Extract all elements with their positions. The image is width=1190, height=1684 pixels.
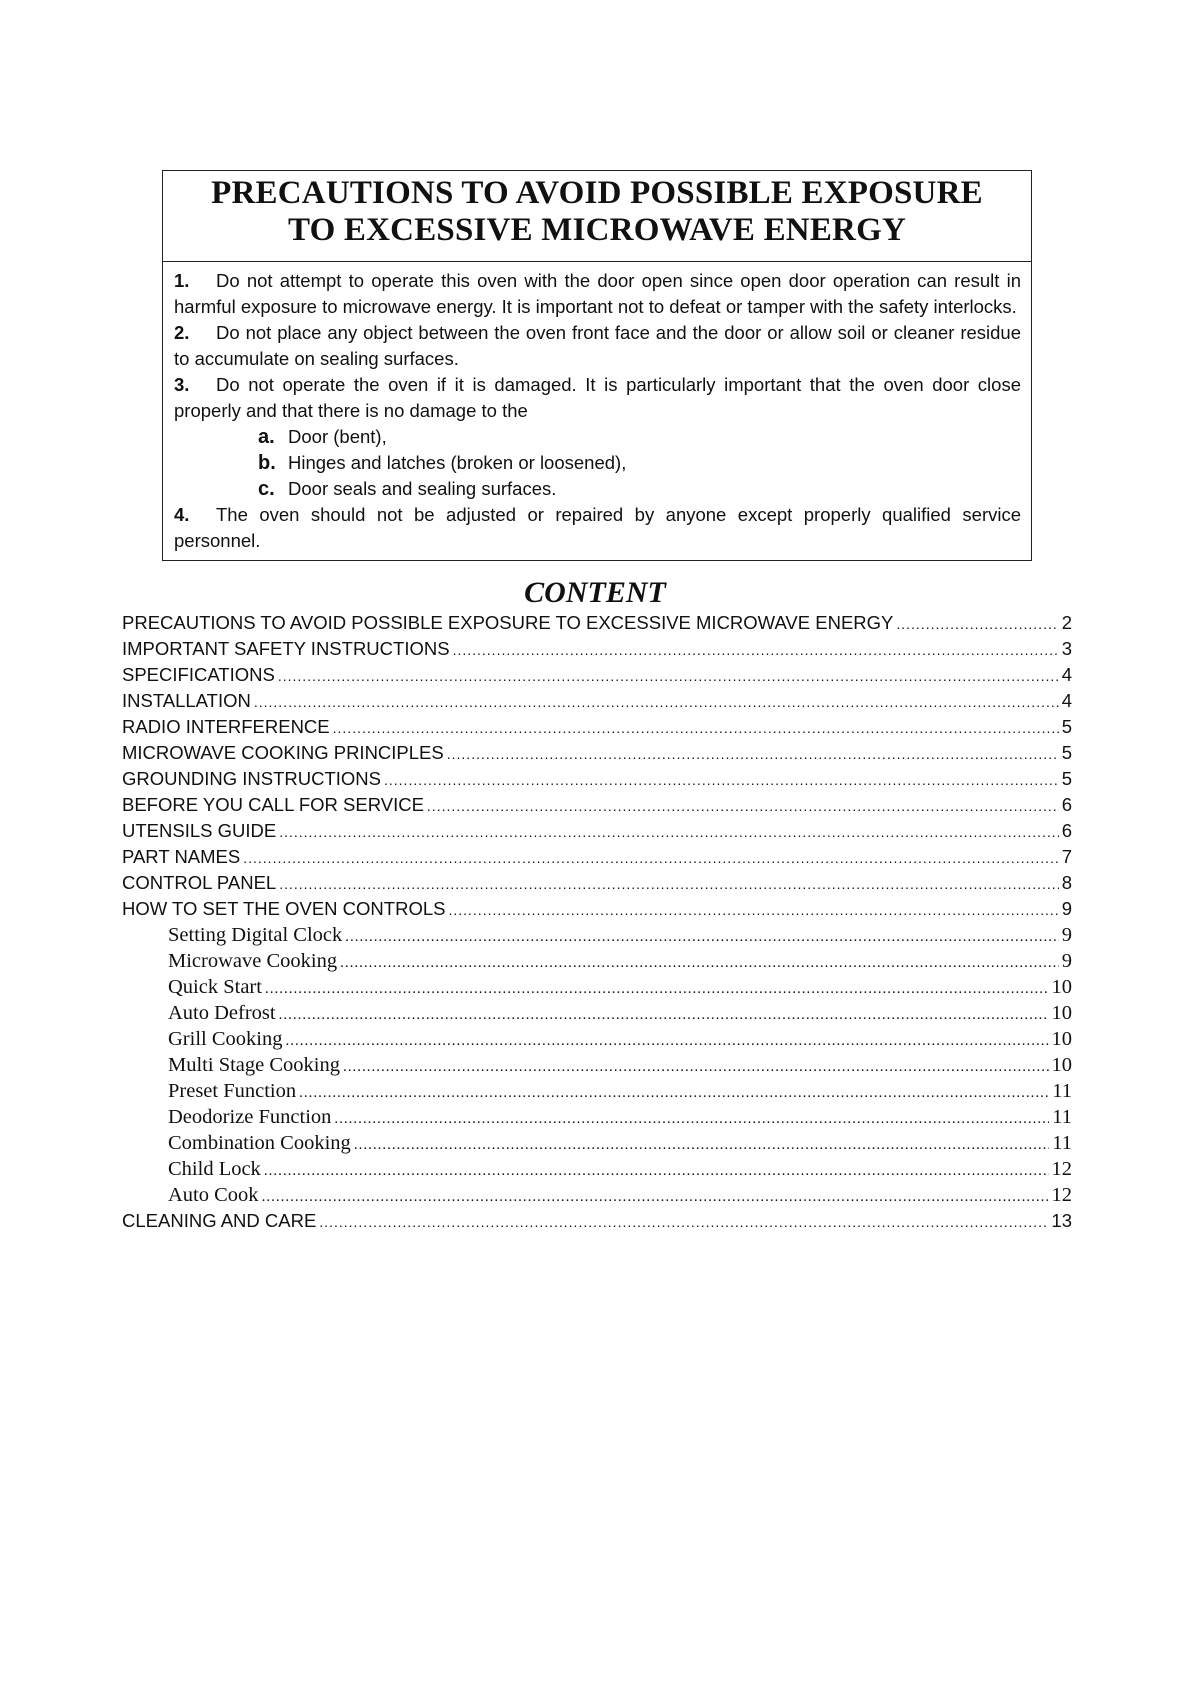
toc-entry[interactable] xyxy=(122,1210,1072,1236)
toc-dot-leader xyxy=(265,981,1049,998)
precaution-subitem-c xyxy=(258,476,1021,502)
toc-entry-page: 11 xyxy=(1052,1106,1072,1128)
toc-entry-label: Combination Cooking xyxy=(168,1132,351,1154)
toc-entry-page: 13 xyxy=(1051,1210,1072,1231)
toc-entry-page: 6 xyxy=(1061,820,1072,841)
toc-entry-label: HOW TO SET THE OVEN CONTROLS xyxy=(122,898,446,919)
precaution-item-1 xyxy=(174,268,1021,320)
toc-dot-leader xyxy=(333,720,1059,736)
precaution-text: The oven should not be adjusted or repaired by anyone except properly qualified service personnel. xyxy=(174,504,1021,551)
toc-entry-page: 3 xyxy=(1061,638,1072,659)
content-heading: CONTENT xyxy=(524,576,666,609)
toc-entry-page: 9 xyxy=(1061,924,1072,946)
precaution-number: 3. xyxy=(174,374,190,395)
toc-entry[interactable] xyxy=(122,1054,1072,1080)
subitem-text: Hinges and latches (broken or loosened), xyxy=(288,452,627,473)
toc-entry[interactable] xyxy=(122,1028,1072,1054)
toc-entry-page: 4 xyxy=(1061,664,1072,685)
toc-entry[interactable] xyxy=(122,1002,1072,1028)
toc-entry[interactable] xyxy=(122,1106,1072,1132)
toc-dot-leader xyxy=(334,1111,1049,1128)
toc-entry-label: GROUNDING INSTRUCTIONS xyxy=(122,768,381,789)
toc-dot-leader xyxy=(896,616,1058,632)
toc-entry-page: 2 xyxy=(1061,612,1072,633)
toc-dot-leader xyxy=(279,824,1059,840)
toc-dot-leader xyxy=(279,876,1059,892)
toc-entry[interactable] xyxy=(122,690,1072,716)
toc-entry-label: Setting Digital Clock xyxy=(168,924,343,946)
toc-dot-leader xyxy=(340,955,1059,972)
toc-entry-label: IMPORTANT SAFETY INSTRUCTIONS xyxy=(122,638,450,659)
toc-entry-label: CONTROL PANEL xyxy=(122,872,277,893)
toc-dot-leader xyxy=(343,1059,1049,1076)
toc-entry-label: UTENSILS GUIDE xyxy=(122,820,277,841)
toc-entry-page: 5 xyxy=(1061,768,1072,789)
toc-dot-leader xyxy=(278,668,1059,684)
toc-entry-page: 8 xyxy=(1061,872,1072,893)
toc-entry-label: Microwave Cooking xyxy=(168,950,338,972)
toc-entry-page: 10 xyxy=(1051,1054,1072,1076)
precautions-title-line1: PRECAUTIONS TO AVOID POSSIBLE EXPOSURE xyxy=(211,175,983,211)
toc-entry-page: 5 xyxy=(1061,716,1072,737)
toc-entry-label: INSTALLATION xyxy=(122,690,251,711)
toc-entry-label: Deodorize Function xyxy=(168,1106,332,1128)
toc-entry-label: SPECIFICATIONS xyxy=(122,664,275,685)
toc-dot-leader xyxy=(285,1033,1048,1050)
toc-entry-label: Grill Cooking xyxy=(168,1028,283,1050)
precaution-number: 4. xyxy=(174,504,190,525)
toc-entry[interactable] xyxy=(122,716,1072,742)
toc-entry-page: 10 xyxy=(1051,1028,1072,1050)
subitem-letter: c. xyxy=(258,478,275,500)
subitem-text: Door seals and sealing surfaces. xyxy=(288,478,557,499)
toc-entry-page: 9 xyxy=(1061,950,1072,972)
toc-entry[interactable] xyxy=(122,872,1072,898)
precaution-text: Do not operate the oven if it is damaged. It is particularly important that the oven door close properly and that there is no damage to the xyxy=(174,374,1021,421)
toc-entry[interactable] xyxy=(122,1184,1072,1210)
toc-dot-leader xyxy=(299,1085,1049,1102)
toc-entry-label: Multi Stage Cooking xyxy=(168,1054,340,1076)
toc-entry[interactable] xyxy=(122,794,1072,820)
toc-entry[interactable] xyxy=(122,950,1072,976)
toc-entry[interactable] xyxy=(122,1080,1072,1106)
toc-entry-page: 5 xyxy=(1061,742,1072,763)
toc-entry[interactable] xyxy=(122,742,1072,768)
toc-entry-page: 12 xyxy=(1051,1184,1072,1206)
toc-entry[interactable] xyxy=(122,976,1072,1002)
toc-entry-page: 11 xyxy=(1052,1080,1072,1102)
precaution-number: 2. xyxy=(174,322,190,343)
toc-dot-leader xyxy=(319,1214,1048,1230)
precaution-item-2 xyxy=(174,320,1021,372)
toc-entry-label: PRECAUTIONS TO AVOID POSSIBLE EXPOSURE TO EXCESSIVE MICROWAVE ENERGY xyxy=(122,612,894,633)
toc-entry-page: 10 xyxy=(1051,976,1072,998)
precaution-number: 1. xyxy=(174,270,190,291)
toc-entry-page: 4 xyxy=(1061,690,1072,711)
toc-dot-leader xyxy=(243,850,1058,866)
precaution-subitem-a xyxy=(258,424,1021,450)
toc-entry[interactable] xyxy=(122,1158,1072,1184)
toc-entry-label: CLEANING AND CARE xyxy=(122,1210,317,1231)
toc-dot-leader xyxy=(447,746,1059,762)
toc-entry-page: 6 xyxy=(1061,794,1072,815)
precaution-text: Do not place any object between the oven front face and the door or allow soil or cleaner residue to accumulate on sealing surfaces. xyxy=(174,322,1021,369)
precaution-sub-list xyxy=(174,424,1021,502)
toc-entry[interactable] xyxy=(122,924,1072,950)
toc-entry-label: RADIO INTERFERENCE xyxy=(122,716,330,737)
toc-entry-label: PART NAMES xyxy=(122,846,241,867)
toc-dot-leader xyxy=(453,642,1059,658)
subitem-text: Door (bent), xyxy=(288,426,387,447)
toc-entry[interactable] xyxy=(122,612,1072,638)
subitem-letter: a. xyxy=(258,426,275,448)
precaution-subitem-b xyxy=(258,450,1021,476)
toc-dot-leader xyxy=(427,798,1059,814)
table-of-contents xyxy=(122,612,1072,1236)
precautions-title-line2: TO EXCESSIVE MICROWAVE ENERGY xyxy=(288,212,906,248)
toc-dot-leader xyxy=(264,1163,1049,1180)
toc-entry-label: Auto Cook xyxy=(168,1184,259,1206)
toc-dot-leader xyxy=(262,1189,1049,1206)
toc-entry[interactable] xyxy=(122,664,1072,690)
toc-entry-label: Auto Defrost xyxy=(168,1002,276,1024)
toc-entry-label: MICROWAVE COOKING PRINCIPLES xyxy=(122,742,444,763)
precaution-text: Do not attempt to operate this oven with the door open since open door operation can result in harmful exposure to microwave energy. It is important not to defeat or tamper with the safety interlocks. xyxy=(174,270,1021,317)
toc-entry[interactable] xyxy=(122,638,1072,664)
precaution-item-3 xyxy=(174,372,1021,424)
toc-entry[interactable] xyxy=(122,820,1072,846)
toc-dot-leader xyxy=(254,694,1059,710)
toc-entry[interactable] xyxy=(122,768,1072,794)
toc-dot-leader xyxy=(279,1007,1049,1024)
precaution-item-4 xyxy=(174,502,1021,554)
toc-entry-page: 7 xyxy=(1061,846,1072,867)
toc-entry[interactable] xyxy=(122,1132,1072,1158)
precautions-title xyxy=(163,171,1031,262)
toc-entry-label: Child Lock xyxy=(168,1158,261,1180)
toc-entry-page: 12 xyxy=(1051,1158,1072,1180)
subitem-letter: b. xyxy=(258,452,276,474)
toc-entry-label: Quick Start xyxy=(168,976,262,998)
toc-entry[interactable] xyxy=(122,846,1072,872)
toc-entry-label: Preset Function xyxy=(168,1080,297,1102)
toc-dot-leader xyxy=(345,929,1059,946)
toc-entry-page: 9 xyxy=(1061,898,1072,919)
toc-entry-page: 10 xyxy=(1051,1002,1072,1024)
toc-dot-leader xyxy=(448,902,1058,918)
toc-entry-page: 11 xyxy=(1052,1132,1072,1154)
precautions-list xyxy=(163,262,1031,560)
toc-entry[interactable] xyxy=(122,898,1072,924)
toc-dot-leader xyxy=(354,1137,1049,1154)
toc-entry-label: BEFORE YOU CALL FOR SERVICE xyxy=(122,794,424,815)
toc-dot-leader xyxy=(384,772,1059,788)
precautions-box xyxy=(162,170,1032,561)
